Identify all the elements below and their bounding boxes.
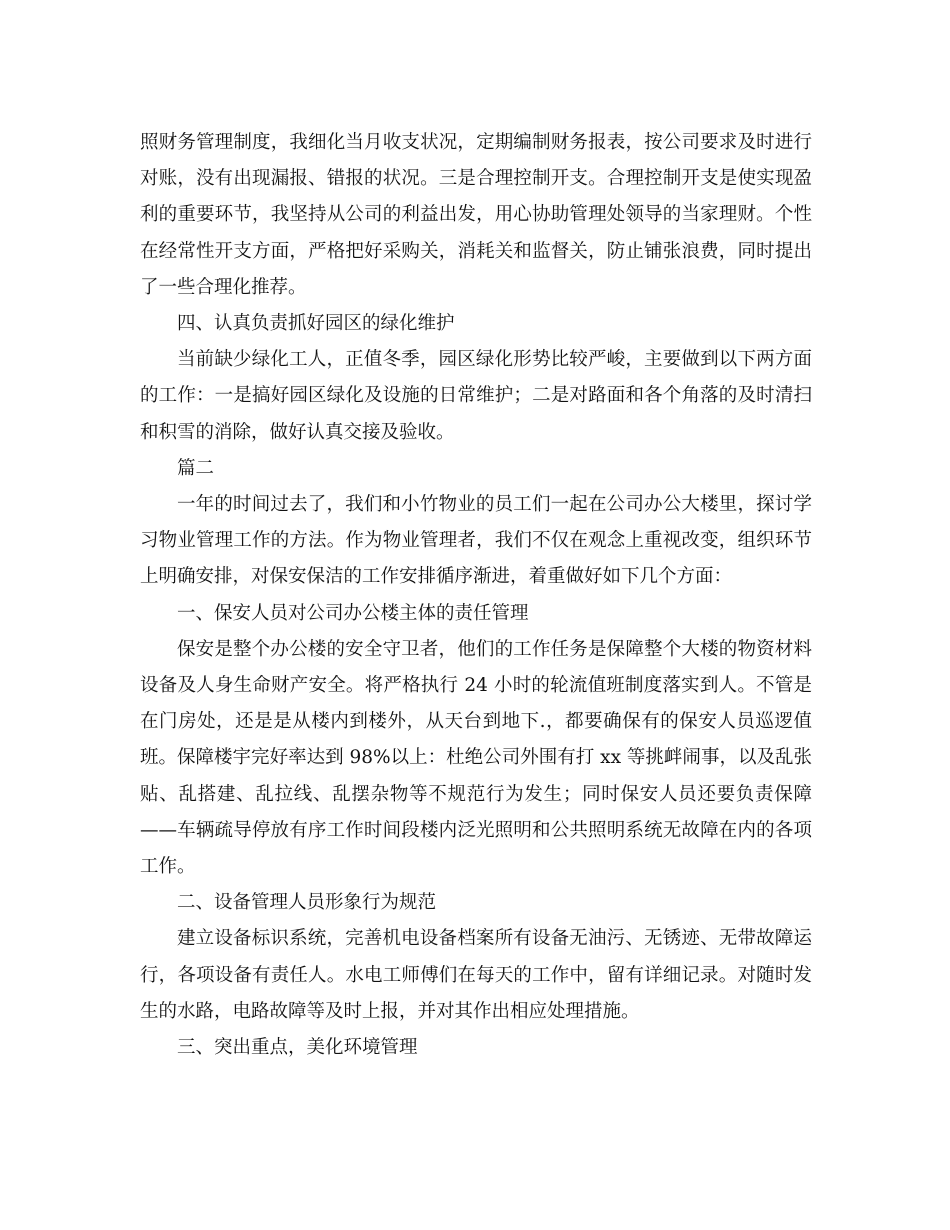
section-heading: 二、设备管理人员形象行为规范: [177, 892, 437, 914]
paragraph: 保安是整个办公楼的安全守卫者，他们的工作任务是保障整个大楼的物资材料设备及人身生命财产安全。将严格执行 24 小时的轮流值班制度落实到人。不管是在门房处，还是是从楼内到楼外，从天台到地下.，都要确保有的保安人员巡逻值班。保障楼宇完好率达到 98%以上：杜绝公司外围有打 xx 等挑衅闹事，以及乱张贴、乱搭建、乱拉线、乱摆杂物等不规范行为发生；同时保安人员还要负责保障——车辆疏导停放有序工作时间段楼内泛光照明和公共照明系统无故障在内的各项工作。: [140, 638, 812, 878]
paragraph: 照财务管理制度，我细化当月收支状况，定期编制财务报表，按公司要求及时进行对账，没有出现漏报、错报的状况。三是合理控制开支。合理控制开支是使实现盈利的重要环节，我坚持从公司的利益出发，用心协助管理处领导的当家理财。个性在经常性开支方面，严格把好采购关，消耗关和监督关，防止铺张浪费，同时提出了一些合理化推荐。: [140, 132, 812, 298]
section-heading: 四、认真负责抓好园区的绿化维护: [177, 313, 455, 335]
paragraph: 一年的时间过去了，我们和小竹物业的员工们一起在公司办公大楼里，探讨学习物业管理工作的方法。作为物业管理者，我们不仅在观念上重视改变，组织环节上明确安排，对保安保洁的工作安排循序渐进，着重做好如下几个方面：: [140, 494, 812, 588]
part-heading: 篇二: [177, 457, 215, 479]
paragraph: 当前缺少绿化工人，正值冬季，园区绿化形势比较严峻，主要做到以下两方面的工作：一是搞好园区绿化及设施的日常维护；二是对路面和各个角落的及时清扫和积雪的消除，做好认真交接及验收。: [140, 349, 812, 443]
section-heading: 一、保安人员对公司办公楼主体的责任管理: [177, 602, 529, 624]
document-body: [140, 125, 812, 1066]
paragraph: 建立设备标识系统，完善机电设备档案所有设备无油污、无锈迹、无带故障运行，各项设备有责任人。水电工师傅们在每天的工作中，留有详细记录。对随时发生的水路，电路故障等及时上报，并对其作出相应处理措施。: [140, 928, 812, 1022]
section-heading: 三、突出重点，美化环境管理: [177, 1037, 418, 1059]
